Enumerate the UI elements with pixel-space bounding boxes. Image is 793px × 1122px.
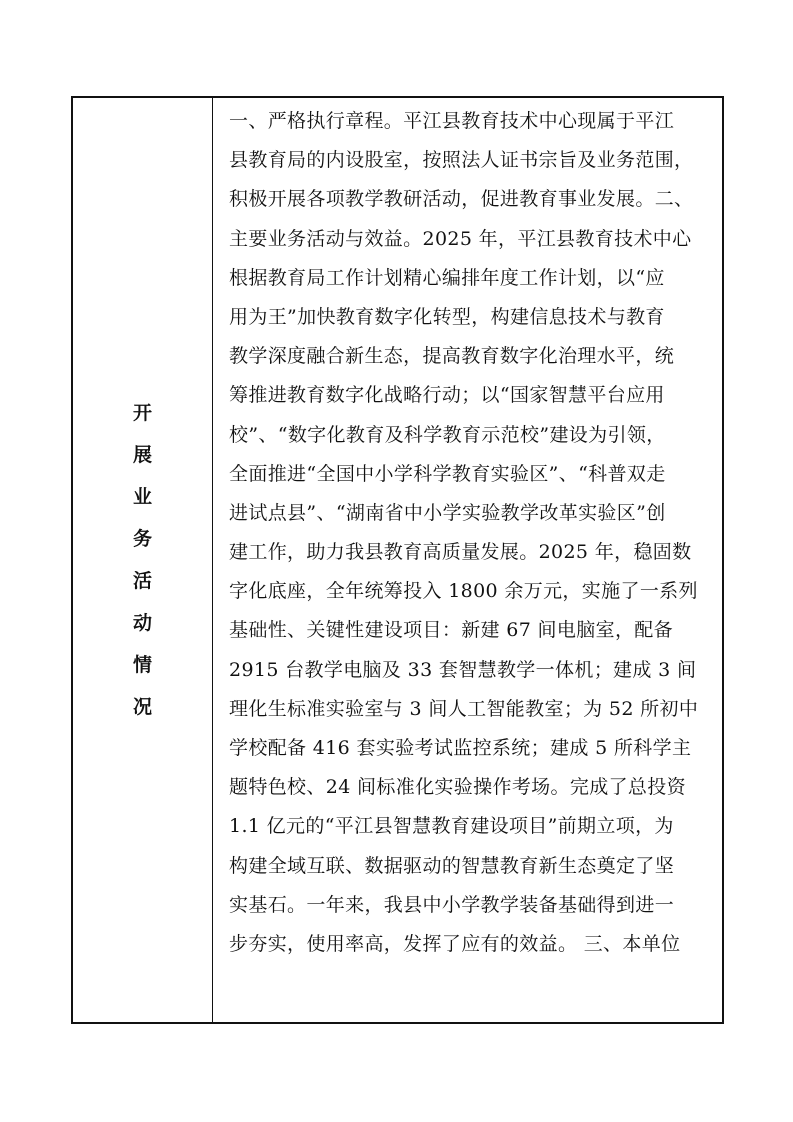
section-content-cell <box>213 98 722 1022</box>
content-line: 进试点县”、“湖南省中小学实验教学改革实验区”创 <box>229 501 666 524</box>
activity-report-table <box>71 96 724 1024</box>
section-label-char: 展 <box>132 444 152 466</box>
content-line: 学校配备 416 套实验考试监控系统；建成 5 所科学主 <box>229 737 692 759</box>
content-line: 全面推进“全国中小学科学教育实验区”、“科普双走 <box>229 462 666 485</box>
content-line: 建工作，助力我县教育高质量发展。2025 年，稳固数 <box>229 541 692 564</box>
content-line: 实基石。一年来，我县中小学教学装备基础得到进一 <box>229 893 675 916</box>
content-line: 基础性、关键性建设项目：新建 67 间电脑室，配备 <box>229 619 674 642</box>
content-line: 1.1 亿元的“平江县智慧教育建设项目”前期立项，为 <box>229 815 674 838</box>
content-line: 一、严格执行章程。平江县教育技术中心现属于平江 <box>229 110 675 132</box>
content-line: 积极开展各项教学教研活动，促进教育事业发展。二、 <box>229 188 694 211</box>
section-label-char: 动 <box>132 612 152 634</box>
content-line: 步夯实，使用率高，发挥了应有的效益。 三、本单位 <box>229 932 681 955</box>
content-line: 理化生标准实验室与 3 间人工智能教室；为 52 所初中 <box>229 697 699 720</box>
section-label-char: 务 <box>132 528 152 550</box>
content-line: 根据教育局工作计划精心编排年度工作计划，以“应 <box>229 266 665 289</box>
section-label-char: 业 <box>132 486 152 508</box>
content-line: 字化底座，全年统筹投入 1800 余万元，实施了一系列 <box>229 580 698 603</box>
content-line: 构建全域互联、数据驱动的智慧教育新生态奠定了坚 <box>229 854 675 877</box>
section-label-char: 活 <box>132 570 152 592</box>
section-label-char: 开 <box>132 402 152 424</box>
content-line: 主要业务活动与效益。2025 年，平江县教育技术中心 <box>229 227 692 250</box>
content-line: 2915 台教学电脑及 33 套智慧教学一体机；建成 3 间 <box>229 658 697 681</box>
content-line: 题特色校、24 间标准化实验操作考场。完成了总投资 <box>229 776 686 799</box>
content-line: 教学深度融合新生态，提高教育数字化治理水平，统 <box>229 345 675 368</box>
section-label-char: 情 <box>132 654 152 676</box>
section-label-char: 况 <box>132 696 152 718</box>
content-line: 县教育局的内设股室，按照法人证书宗旨及业务范围， <box>229 149 694 172</box>
section-label-cell <box>73 98 213 1022</box>
content-line: 用为王”加快教育数字化转型，构建信息技术与教育 <box>229 305 665 328</box>
content-line: 校”、“数字化教育及科学教育示范校”建设为引领， <box>229 423 666 446</box>
content-line: 筹推进教育数字化战略行动；以“国家智慧平台应用 <box>229 384 665 407</box>
